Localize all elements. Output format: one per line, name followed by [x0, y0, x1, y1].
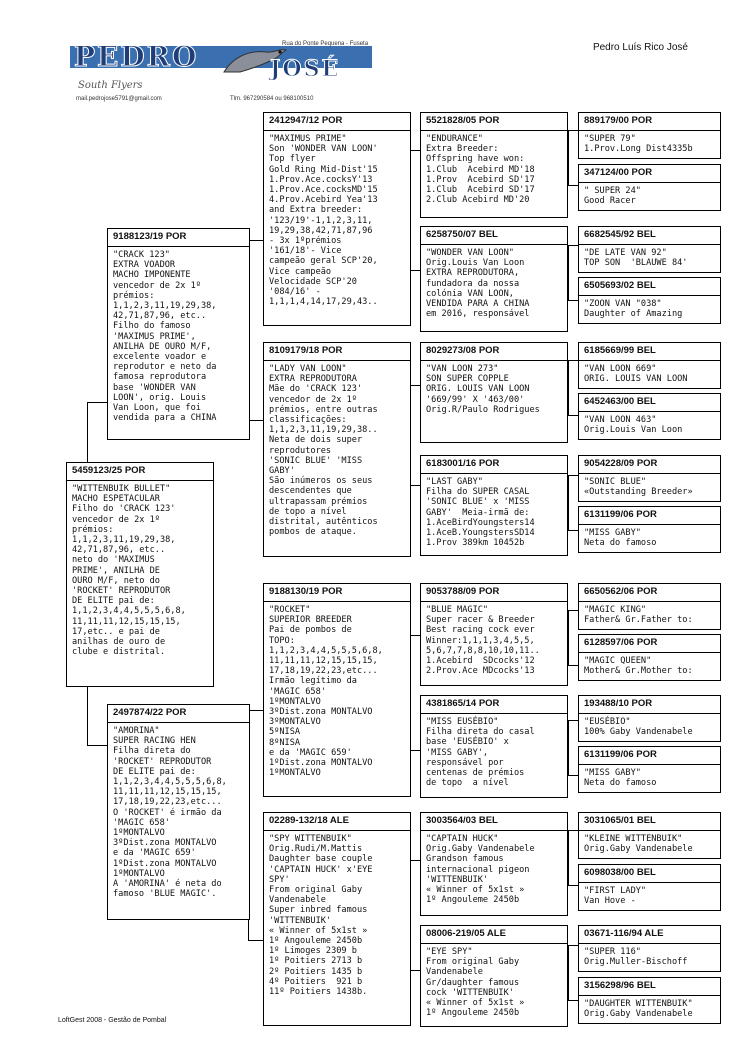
pedigree-card-dam-dam [263, 812, 411, 1026]
bird-name: "EYE SPY" [426, 947, 473, 957]
connector-line [568, 475, 578, 476]
ring-number: 6650562/06 POR [579, 584, 720, 602]
pedigree-card-dam-sire [263, 583, 411, 797]
ring-number: 3156298/96 BEL [579, 978, 720, 996]
pedigree-card-sire-dam [263, 342, 411, 557]
bird-name: "MAGIC KING" [584, 605, 647, 615]
bird-description: Neta do famoso [584, 538, 657, 549]
bird-name: "SONIC BLUE" [584, 477, 647, 487]
bird-description: EXTRA VOADOR MACHO IMPONENTE vencedor de 2x 1º prémios: 1,1,2,3,11,19,29,38, 42,71,87,96, etc.. Filho do famoso 'MAXIMUS PRIME', ANILHA DE OURO M/F, excelente voador e reprodutor e neto da famosa reprodutora base 'WONDER VAN LOON', orig. Louis Van Loon, que foi vendida para a CHINA [113, 260, 217, 424]
connector-line [248, 420, 263, 421]
pedigree-card-great-grandparent [578, 226, 721, 273]
bird-description: 1.Prov.Long Dist4335b [584, 144, 693, 155]
bird-name: "LAST GABY" [426, 477, 483, 487]
bird-name: "BLUE MAGIC" [426, 605, 489, 615]
bird-description: EXTRA REPRODUTORA Mãe do 'CRACK 123' vencedor de 2x 1º prémios, entre outras classificações: 1,1,2,3,11,19,29,38.. Neta de dois super reprodutores 'SONIC BLUE' 'MISS GABY' São inúmeros os seus descendentes que ultrapassam prémios de topo a nível distrital, autênticos pombos de ataque. [269, 374, 378, 538]
connector-line [568, 245, 569, 300]
bird-name: "WITTENBUIK BULLET" [72, 484, 171, 494]
bird-description: Good Racer [584, 196, 636, 207]
connector-line [568, 720, 569, 775]
pedigree-card-great-grandparent [578, 455, 721, 502]
bird-name: "VAN LOON 669" [584, 364, 657, 374]
logo-word-pedro: PEDRO [74, 40, 199, 73]
bird-name: "MISS GABY" [584, 528, 641, 538]
ring-number: 6128597/06 POR [579, 635, 720, 653]
bird-description: Orig.Gaby Vandenabele [584, 844, 693, 855]
pedigree-card-sire-dam-sire [420, 342, 568, 443]
bird-description: Super racer & Breeder Best racing cock ever Winner:1,1,1,3,4,5,5, 5,6,7,7,8,8,10,10,11.. 1.Acebird SDcocks'12 2.Prov.Ace MDcocks'13 [426, 615, 540, 677]
bird-name: "VAN LOON 463" [584, 415, 657, 425]
pedigree-card-dam [107, 704, 250, 920]
connector-line [568, 475, 569, 530]
bird-name: "LADY VAN LOON" [269, 364, 347, 374]
bird-description: Orig.Gaby Vandenabele [584, 1009, 693, 1020]
bird-name: "DE LATE VAN 92" [584, 248, 667, 258]
pedigree-card-subject [66, 462, 214, 687]
bird-name: "AMORINA" [113, 726, 160, 736]
ring-number: 6183001/16 POR [421, 456, 567, 474]
logo-word-jose: JOSÉ [270, 56, 341, 82]
ring-number: 2412947/12 POR [264, 113, 410, 131]
bird-name: "EUSÉBIO" [584, 717, 631, 727]
connector-line [568, 1000, 578, 1001]
ring-number: 03671-116/94 ALE [579, 926, 720, 944]
ring-number: 8029273/08 POR [421, 343, 567, 361]
connector-line [248, 240, 263, 241]
connector-line [248, 710, 263, 711]
connector-line [87, 402, 107, 403]
ring-number: 6098038/00 BEL [579, 865, 720, 883]
pedigree-card-sire [107, 228, 250, 440]
bird-description: Orig.Gaby Vandenabele Grandson famous internacional pigeon 'WITTENBUIK' « Winner of 5x1st » 1º Angouleme 2450b [426, 844, 535, 906]
pedigree-card-great-grandparent [578, 393, 721, 440]
ring-number: 6131199/06 POR [579, 507, 720, 525]
connector-line [87, 685, 88, 745]
bird-name: "SUPER 116" [584, 947, 641, 957]
ring-number: 6505693/02 BEL [579, 278, 720, 296]
bird-name: " SUPER 24" [584, 186, 641, 196]
connector-line [87, 745, 107, 746]
logo-email: mail.pedrojose5791@gmail.com [76, 96, 162, 102]
logo-subtitle: South Flyers [78, 80, 143, 91]
pedigree-card-great-grandparent [578, 695, 721, 742]
connector-line [568, 945, 569, 1000]
bird-description: TOP SON 'BLAUWE 84' [584, 258, 688, 269]
bird-description: Van Hove - [584, 896, 636, 907]
pedigree-card-great-grandparent [578, 925, 721, 972]
ring-number: 3003564/03 BEL [421, 813, 567, 831]
bird-description: Orig.Louis Van Loon EXTRA REPRODUTORA, fundadora da nossa colónia VAN LOON, VENDIDA PARA A CHINA em 2016, responsável [426, 258, 530, 320]
bird-description: Daughter of Amazing [584, 309, 683, 320]
ring-number: 6452463/00 BEL [579, 394, 720, 412]
bird-name: "MISS EUSÉBIO" [426, 717, 499, 727]
connector-line [248, 940, 263, 941]
pedigree-card-sire-dam-dam [420, 455, 568, 556]
ring-number: 9188123/19 POR [108, 229, 249, 247]
ring-number: 8109179/18 POR [264, 343, 410, 361]
ring-number: 6131199/06 POR [579, 747, 720, 765]
bird-name: "MAGIC QUEEN" [584, 656, 652, 666]
bird-description: Mother& Gr.Mother to: [584, 666, 693, 677]
connector-line [87, 402, 88, 462]
bird-description: SUPER RACING HEN Filha direta do 'ROCKET' REPRODUTOR DE ELITE pai de: 1,1,2,3,4,4,5,5,5,6,8, 11,11,11,12,15,15,15, 17,18,19,22,23,etc... O 'ROCKET' é irmão da 'MAGIC 658' 1ºMONTALVO 3ºDist.zona MONTALVO e da 'MAGIC 659' 1ºDist.zona MONTALVO 1ºMONTALVO A 'AMORINA' é neta do famoso 'BLUE MAGIC'. [113, 736, 227, 900]
connector-line [568, 130, 578, 131]
bird-description: SUPERIOR BREEDER Pai de pombos de TOPO: 1,1,2,3,4,4,5,5,5,6,8, 11,11,11,12,15,15,15, 17,18,19,22,23,etc... Irmão legítimo da 'MAGIC 658' 1ºMONTALVO 3ºDist.zona MONTALVO 3ºMONTALVO 5ºNISA 8ºNISA e da 'MAGIC 659' 1ºDist.zona MONTALVO 1ºMONTALVO [269, 615, 383, 779]
pedigree-card-great-grandparent [578, 583, 721, 630]
bird-name: "MISS GABY" [584, 768, 641, 778]
pedigree-card-great-grandparent [578, 342, 721, 389]
bird-description: Filha direta do casal base 'EUSÉBIO' x 'MISS GABY', responsável por centenas de prémios de topo a nível [426, 727, 535, 789]
bird-name: "ENDURANCE" [426, 134, 483, 144]
loft-logo [70, 40, 372, 106]
connector-line [568, 885, 578, 886]
bird-description: Orig.Rudi/M.Mattis Daughter base couple 'CAPTAIN HUCK' x'EYE SPY' From original Gaby Vandenabele Super inbred famous 'WITTENBUIK' « Winner of 5x1st » 1º Angouleme 2450b 1º Limoges 2309 b 1º Poitiers 2713 b 2º Poitiers 1435 b 4º Poitiers 921 b 11º Poitiers 1438b. [269, 844, 373, 998]
bird-description: Neta do famoso [584, 778, 657, 789]
bird-description: 100% Gaby Vandenabele [584, 727, 693, 738]
bird-name: "SPY WITTENBUIK" [269, 834, 352, 844]
ring-number: 6682545/92 BEL [579, 227, 720, 245]
pedigree-card-great-grandparent [578, 864, 721, 911]
ring-number: 3031065/01 BEL [579, 813, 720, 831]
ring-number: 889179/00 POR [579, 113, 720, 131]
ring-number: 02289-132/18 ALE [264, 813, 410, 831]
connector-line [568, 300, 578, 301]
connector-line [568, 665, 578, 666]
pedigree-card-dam-dam-sire [420, 812, 568, 916]
pedigree-card-great-grandparent [578, 506, 721, 553]
connector-line [568, 530, 578, 531]
pedigree-card-sire-sire-dam [420, 226, 568, 332]
pedigree-card-dam-sire-dam [420, 695, 568, 798]
bird-description: Extra Breeder: Offspring have won: 1.Club Acebird MD'18 1.Prov Acebird SD'17 1.Club Acebird SD'17 2.Club Acebird MD'20 [426, 144, 535, 206]
bird-name: "WONDER VAN LOON" [426, 248, 514, 258]
owner-name: Pedro Luís Rico José [592, 42, 688, 53]
connector-line [568, 245, 578, 246]
bird-description: SON SUPER COPPLE ORIG. LOUIS VAN LOON '669/99' X '463/00' Orig.R/Paulo Rodrigues [426, 374, 540, 415]
bird-description: Filha do SUPER CASAL 'SONIC BLUE' x 'MISS GABY' Meia-irmã de: 1.AceBirdYoungsters14 1.AceB.YoungstersSD14 1.Prov 389km 10452b [426, 487, 535, 549]
connector-line [568, 415, 578, 416]
bird-description: ORIG. LOUIS VAN LOON [584, 374, 688, 385]
connector-line [568, 720, 578, 721]
pedigree-card-great-grandparent [578, 977, 721, 1024]
pedigree-card-great-grandparent [578, 634, 721, 681]
bird-description: Orig.Louis Van Loon [584, 425, 683, 436]
bird-description: MACHO ESPETACULAR Filho do 'CRACK 123' vencedor de 2x 1º prémios: 1,1,2,3,11,19,29,38, 42,71,87,96, etc.. neto do 'MAXIMUS PRIME', ANILHA DE OURO M/F, neto do 'ROCKET' REPRODUTOR DE ELITE pai de: 1,1,2,3,4,4,5,5,5,6,8, 11,11,11,12,15,15,15, 17,etc.. e pai de anilhas de ouro de clube e distrital. [72, 494, 186, 658]
ring-number: 9188130/19 POR [264, 584, 410, 602]
bird-name: "SUPER 79" [584, 134, 636, 144]
ring-number: 6258750/07 BEL [421, 227, 567, 245]
ring-number: 5521828/05 POR [421, 113, 567, 131]
pedigree-card-great-grandparent [578, 746, 721, 793]
ring-number: 4381865/14 POR [421, 696, 567, 714]
connector-line [568, 610, 578, 611]
ring-number: 5459123/25 POR [67, 463, 213, 481]
bird-description: Son 'WONDER VAN LOON' Top flyer Gold Ring Mid-Dist'15 1.Prov.Ace.cocksY'13 1.Prov.Ace.cocksMD'15 4.Prov.Acebird Yea'13 and Extra breeder: '123/19'-1,1,2,3,11, 19,29,38,42,71,87,96 - 3x 1ºprémios '161/18'- Vice campeão geral SCP'20, Vice campeão Velocidade SCP'20 '084/16' - 1,1,1,4,14,17,29,43.. [269, 144, 378, 308]
logo-address: Rua do Ponte Pequena - Fuseta [282, 41, 369, 47]
bird-name: "KLEINE WITTENBUIK" [584, 834, 683, 844]
bird-name: "CAPTAIN HUCK" [426, 834, 499, 844]
pedigree-card-sire-sire-sire [420, 112, 568, 218]
logo-phone: Tlm. 967290584 ou 968100510 [230, 96, 314, 102]
ring-number: 6185669/99 BEL [579, 343, 720, 361]
bird-name: "VAN LOON 273" [426, 364, 499, 374]
connector-line [568, 185, 578, 186]
bird-description: From original Gaby Vandenabele Gr/daughter famous cock 'WITTENBUIK' « Winner of 5x1st » 1º Angouleme 2450b [426, 957, 525, 1019]
bird-name: "ZOON VAN "038" [584, 299, 662, 309]
bird-name: "FIRST LADY" [584, 886, 647, 896]
bird-name: "MAXIMUS PRIME" [269, 134, 347, 144]
ring-number: 08006-219/05 ALE [421, 926, 567, 944]
bird-name: "ROCKET" [269, 605, 311, 615]
connector-line [568, 775, 578, 776]
connector-line [568, 130, 569, 185]
bird-description: Father& Gr.Father to: [584, 615, 693, 626]
pedigree-card-sire-sire [263, 112, 411, 326]
pedigree-card-great-grandparent [578, 812, 721, 859]
bird-name: "DAUGHTER WITTENBUIK" [584, 999, 693, 1009]
pedigree-card-dam-sire-sire [420, 583, 568, 686]
connector-line [568, 830, 578, 831]
ring-number: 193488/10 POR [579, 696, 720, 714]
ring-number: 347124/00 POR [579, 165, 720, 183]
footer-credit: LoftGest 2008 - Gestão de Pombal [58, 1017, 167, 1024]
connector-line [568, 360, 578, 361]
connector-line [568, 610, 569, 665]
connector-line [568, 360, 569, 415]
pedigree-card-great-grandparent [578, 277, 721, 324]
pedigree-card-great-grandparent [578, 112, 721, 159]
pedigree-card-dam-dam-dam [420, 925, 568, 1027]
pedigree-card-great-grandparent [578, 164, 721, 211]
bird-description: «Outstanding Breeder» [584, 487, 693, 498]
ring-number: 9053788/09 POR [421, 584, 567, 602]
ring-number: 9054228/09 POR [579, 456, 720, 474]
ring-number: 2497874/22 POR [108, 705, 249, 723]
connector-line [568, 830, 569, 885]
bird-description: Orig.Muller-Bischoff [584, 957, 688, 968]
bird-name: "CRACK 123" [113, 250, 170, 260]
connector-line [568, 945, 578, 946]
